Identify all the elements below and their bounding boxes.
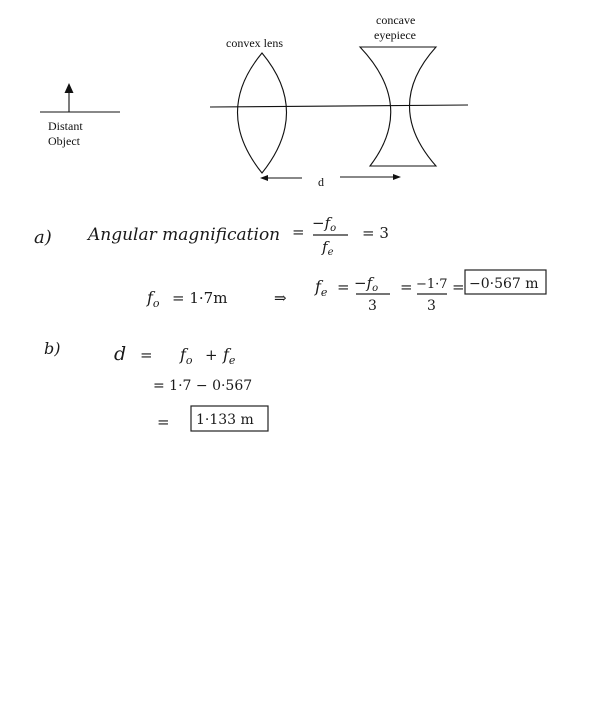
d-symbol: d — [114, 343, 127, 365]
object-label-line1: Distant — [48, 119, 83, 133]
fe-fraction-denominator: 3 — [368, 298, 377, 314]
part-b-marker: b) — [44, 339, 61, 358]
fraction-numerator: $-f_o$ — [312, 214, 337, 234]
concave-label-line2: eyepiece — [374, 28, 416, 42]
part-a-answer: −0·567 m — [469, 276, 539, 292]
d-final-equals: = — [157, 413, 170, 431]
concave-eyepiece — [360, 47, 436, 166]
distance-left-arrowhead — [260, 175, 268, 181]
fe-value-numerator: −1·7 — [416, 277, 448, 292]
convex-lens — [238, 53, 287, 173]
fe-equals-3: = — [452, 278, 465, 296]
angular-magnification-heading: Angular magnification — [88, 225, 281, 245]
distance-label: d — [318, 175, 324, 189]
fraction-denominator: $f_e$ — [322, 238, 334, 258]
distance-right-arrowhead — [393, 174, 401, 180]
d-equals: = — [140, 346, 153, 364]
part-a — [34, 214, 546, 314]
magnification-value: = 3 — [362, 224, 389, 242]
part-b-answer: 1·133 m — [196, 412, 254, 428]
fe-equals-2: = — [400, 278, 413, 296]
convex-lens-label: convex lens — [226, 36, 283, 50]
fe-value-denominator: 3 — [427, 298, 436, 314]
fo-symbol: $f_o$ — [147, 288, 160, 310]
part-b — [44, 339, 268, 431]
implies-symbol: ⇒ — [274, 289, 287, 307]
fo-value: = 1·7m — [172, 289, 228, 307]
d-substitution: = 1·7 − 0·567 — [153, 378, 253, 394]
fe-fraction-numerator: $-f_o$ — [354, 274, 379, 294]
fe-equals: = — [337, 278, 350, 296]
plus-sign: + — [205, 346, 218, 364]
concave-label-line1: concave — [376, 13, 416, 27]
fo-term: $f_o$ — [180, 345, 193, 367]
optical-axis — [210, 105, 468, 107]
magnification-equals: = — [292, 223, 305, 241]
object-arrow-head — [65, 83, 74, 93]
fe-symbol: $f_e$ — [315, 277, 328, 299]
ray-diagram — [40, 13, 468, 189]
part-a-marker: a) — [34, 227, 52, 248]
object-label-line2: Object — [48, 134, 80, 148]
fe-term: $f_e$ — [223, 345, 236, 367]
